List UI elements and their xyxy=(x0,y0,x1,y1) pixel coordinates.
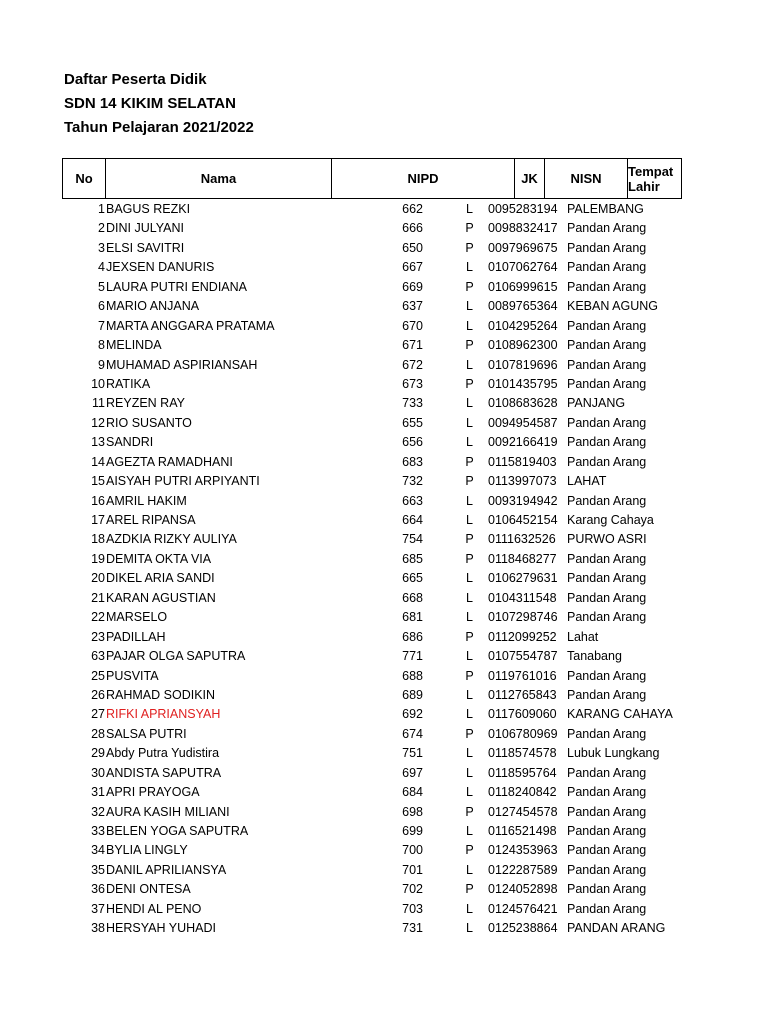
cell-nipd: 668 xyxy=(402,590,423,605)
cell-nisn: 0118468277 xyxy=(488,551,557,566)
cell-nipd: 684 xyxy=(402,785,423,800)
cell-tempat-lahir: Pandan Arang xyxy=(567,882,647,897)
cell-nama: BELEN YOGA SAPUTRA xyxy=(106,824,249,838)
cell-nama: Abdy Putra Yudistira xyxy=(106,746,220,761)
cell-jk: L xyxy=(466,746,473,761)
cell-nisn: 0125238864 xyxy=(488,921,558,936)
table-header xyxy=(62,158,682,199)
cell-jk: L xyxy=(466,901,473,916)
cell-nipd: 699 xyxy=(402,824,423,838)
cell-jk: P xyxy=(465,338,474,353)
cell-tempat-lahir: PANDAN ARANG xyxy=(567,921,666,936)
cell-jk: L xyxy=(466,357,473,372)
cell-tempat-lahir: PURWO ASRI xyxy=(567,532,647,547)
cell-tempat-lahir: Pandan Arang xyxy=(567,376,647,391)
column-header-nisn: NISN xyxy=(545,159,628,198)
cell-tempat-lahir: Pandan Arang xyxy=(567,610,647,625)
cell-nisn: 0115819403 xyxy=(488,454,557,469)
cell-nipd: 655 xyxy=(402,415,423,430)
cell-nipd: 689 xyxy=(402,687,423,702)
cell-nisn: 0107298746 xyxy=(488,610,558,625)
cell-jk: L xyxy=(466,610,473,625)
cell-nisn: 0106780969 xyxy=(488,726,558,741)
cell-no: 5 xyxy=(98,279,105,294)
table-row xyxy=(62,336,682,355)
cell-tempat-lahir: Pandan Arang xyxy=(567,240,647,255)
cell-tempat-lahir: Pandan Arang xyxy=(567,668,647,683)
table-row xyxy=(62,803,682,822)
table-row xyxy=(62,764,682,783)
cell-nisn: 0112099252 xyxy=(488,629,557,644)
cell-nipd: 700 xyxy=(402,843,423,858)
cell-nipd: 671 xyxy=(402,338,423,353)
cell-jk: P xyxy=(465,882,474,897)
cell-tempat-lahir: LAHAT xyxy=(567,474,607,489)
cell-nisn: 0107062764 xyxy=(488,260,558,275)
cell-tempat-lahir: Pandan Arang xyxy=(567,435,647,450)
cell-nipd: 665 xyxy=(402,571,423,586)
table-row xyxy=(62,511,682,530)
cell-jk: L xyxy=(466,299,473,314)
cell-no: 22 xyxy=(91,610,105,625)
cell-nipd: 751 xyxy=(402,746,423,761)
cell-nisn: 0106279631 xyxy=(488,571,558,586)
cell-tempat-lahir: Pandan Arang xyxy=(567,785,647,800)
table-row xyxy=(62,608,682,627)
cell-tempat-lahir: Lahat xyxy=(567,629,599,644)
table-row xyxy=(62,433,682,452)
cell-no: 2 xyxy=(98,221,105,236)
cell-jk: P xyxy=(465,474,474,489)
cell-jk: L xyxy=(466,765,473,780)
cell-jk: L xyxy=(466,590,473,605)
column-header-jk: JK xyxy=(515,159,545,198)
cell-no: 23 xyxy=(91,629,105,644)
cell-tempat-lahir: Pandan Arang xyxy=(567,454,647,469)
cell-no: 35 xyxy=(91,862,105,877)
cell-nisn: 0112765843 xyxy=(488,687,557,702)
cell-no: 38 xyxy=(91,921,105,936)
cell-nama: MARIO ANJANA xyxy=(106,299,200,314)
cell-jk: P xyxy=(465,279,474,294)
cell-nisn: 0108683628 xyxy=(488,396,558,411)
cell-jk: P xyxy=(465,726,474,741)
cell-no: 26 xyxy=(91,687,105,702)
table-row xyxy=(62,492,682,511)
cell-no: 1 xyxy=(98,202,105,216)
cell-nipd: 686 xyxy=(402,629,423,644)
cell-nisn: 0106452154 xyxy=(488,513,558,527)
cell-tempat-lahir: PALEMBANG xyxy=(567,202,644,216)
cell-nipd: 692 xyxy=(402,707,423,722)
cell-tempat-lahir: Pandan Arang xyxy=(567,726,647,741)
cell-tempat-lahir: Pandan Arang xyxy=(567,824,647,838)
cell-no: 30 xyxy=(91,765,105,780)
table-row xyxy=(62,414,682,433)
cell-jk: P xyxy=(465,843,474,858)
table-row xyxy=(62,530,682,549)
cell-jk: P xyxy=(465,629,474,644)
cell-tempat-lahir: Pandan Arang xyxy=(567,551,647,566)
cell-tempat-lahir: Pandan Arang xyxy=(567,415,647,430)
cell-nisn: 0089765364 xyxy=(488,299,558,314)
cell-no: 18 xyxy=(91,532,105,547)
cell-nama: AURA KASIH MILIANI xyxy=(106,804,230,819)
cell-nisn: 0116521498 xyxy=(488,824,557,838)
cell-no: 9 xyxy=(98,357,105,372)
table-row xyxy=(62,258,682,277)
cell-nisn: 0093194942 xyxy=(488,493,558,508)
cell-nisn: 0101435795 xyxy=(488,376,558,391)
cell-tempat-lahir: Pandan Arang xyxy=(567,901,647,916)
cell-nisn: 0092166419 xyxy=(488,435,558,450)
cell-nipd: 670 xyxy=(402,318,423,333)
cell-nisn: 0111632526 xyxy=(488,532,556,547)
cell-no: 13 xyxy=(91,435,105,450)
cell-nisn: 0106999615 xyxy=(488,279,558,294)
cell-no: 19 xyxy=(91,551,105,566)
cell-nisn: 0124052898 xyxy=(488,882,558,897)
school-name: SDN 14 KIKIM SELATAN xyxy=(64,95,236,112)
cell-jk: P xyxy=(465,240,474,255)
cell-no: 8 xyxy=(98,338,105,353)
cell-tempat-lahir: Pandan Arang xyxy=(567,571,647,586)
cell-nama: REYZEN RAY xyxy=(106,396,185,411)
cell-no: 25 xyxy=(91,668,105,683)
table-row xyxy=(62,628,682,647)
cell-tempat-lahir: Pandan Arang xyxy=(567,687,647,702)
cell-nipd: 733 xyxy=(402,396,423,411)
cell-nisn: 0122287589 xyxy=(488,862,558,877)
cell-no: 7 xyxy=(98,318,105,333)
cell-nipd: 650 xyxy=(402,240,423,255)
cell-nama: SALSA PUTRI xyxy=(106,726,187,741)
cell-tempat-lahir: Lubuk Lungkang xyxy=(567,746,660,761)
cell-tempat-lahir: Tanabang xyxy=(567,649,622,664)
column-header-nama: Nama xyxy=(106,159,332,198)
cell-nisn: 0095283194 xyxy=(488,202,558,216)
table-row xyxy=(62,589,682,608)
cell-nipd: 673 xyxy=(402,376,423,391)
cell-nipd: 685 xyxy=(402,551,423,566)
cell-tempat-lahir: Pandan Arang xyxy=(567,221,647,236)
cell-nama: MUHAMAD ASPIRIANSAH xyxy=(106,357,258,372)
table-row xyxy=(62,278,682,297)
cell-nama: ELSI SAVITRI xyxy=(106,240,185,255)
cell-nisn: 0124576421 xyxy=(488,901,558,916)
table-row xyxy=(62,725,682,744)
cell-nipd: 664 xyxy=(402,513,423,527)
cell-nipd: 732 xyxy=(402,474,423,489)
cell-nama: HERSYAH YUHADI xyxy=(106,921,216,936)
cell-jk: L xyxy=(466,921,473,936)
document-title: Daftar Peserta Didik xyxy=(64,71,207,88)
table-row xyxy=(62,686,682,705)
cell-jk: P xyxy=(465,376,474,391)
cell-jk: L xyxy=(466,415,473,430)
table-row xyxy=(62,744,682,763)
table-row xyxy=(62,841,682,860)
table-row xyxy=(62,375,682,394)
cell-nama: MELINDA xyxy=(106,338,162,353)
cell-nama: AMRIL HAKIM xyxy=(106,493,187,508)
cell-jk: L xyxy=(466,707,473,722)
cell-jk: L xyxy=(466,513,473,527)
cell-no: 4 xyxy=(98,260,105,275)
column-header-tempat-lahir: Tempat Lahir xyxy=(628,163,674,194)
table-row xyxy=(62,880,682,899)
cell-nama: BYLIA LINGLY xyxy=(106,843,188,858)
cell-nama: APRI PRAYOGA xyxy=(106,785,200,800)
cell-no: 3 xyxy=(98,240,105,255)
cell-nisn: 0127454578 xyxy=(488,804,558,819)
cell-nama: PADILLAH xyxy=(106,629,166,644)
cell-tempat-lahir: Pandan Arang xyxy=(567,357,647,372)
cell-nisn: 0118595764 xyxy=(488,765,557,780)
cell-no: 32 xyxy=(91,804,105,819)
cell-nama: BAGUS REZKI xyxy=(106,202,191,216)
cell-nipd: 672 xyxy=(402,357,423,372)
cell-nama: MARTA ANGGARA PRATAMA xyxy=(106,318,275,333)
cell-nipd: 666 xyxy=(402,221,423,236)
cell-nama: AGEZTA RAMADHANI xyxy=(106,454,233,469)
cell-nipd: 637 xyxy=(402,299,423,314)
cell-nisn: 0124353963 xyxy=(488,843,558,858)
cell-nama: DANIL APRILIANSYA xyxy=(106,862,227,877)
cell-nipd: 683 xyxy=(402,454,423,469)
cell-tempat-lahir: Pandan Arang xyxy=(567,765,647,780)
cell-nama: AISYAH PUTRI ARPIYANTI xyxy=(106,474,260,489)
cell-nama: JEXSEN DANURIS xyxy=(106,260,215,275)
cell-no: 21 xyxy=(91,590,105,605)
cell-tempat-lahir: Pandan Arang xyxy=(567,318,647,333)
table-row xyxy=(62,239,682,258)
cell-no: 37 xyxy=(91,901,105,916)
cell-nama: HENDI AL PENO xyxy=(106,901,202,916)
cell-jk: L xyxy=(466,318,473,333)
cell-nisn: 0113997073 xyxy=(488,474,557,489)
cell-nama: PAJAR OLGA SAPUTRA xyxy=(106,649,246,664)
table-row xyxy=(62,219,682,238)
table-row xyxy=(62,919,682,938)
cell-nipd: 702 xyxy=(402,882,423,897)
cell-nipd: 667 xyxy=(402,260,423,275)
cell-nama: PUSVITA xyxy=(106,668,159,683)
cell-nama: AREL RIPANSA xyxy=(106,513,196,527)
cell-tempat-lahir: KEBAN AGUNG xyxy=(567,299,658,314)
cell-no: 27 xyxy=(91,707,105,722)
cell-nisn: 0117609060 xyxy=(488,707,557,722)
cell-jk: L xyxy=(466,785,473,800)
cell-tempat-lahir: KARANG CAHAYA xyxy=(567,707,673,722)
cell-jk: L xyxy=(466,862,473,877)
cell-no: 20 xyxy=(91,571,105,586)
cell-nipd: 701 xyxy=(402,862,423,877)
cell-nama: ANDISTA SAPUTRA xyxy=(106,765,222,780)
cell-no: 28 xyxy=(91,726,105,741)
cell-no: 6 xyxy=(98,299,105,314)
cell-no: 17 xyxy=(91,513,105,527)
cell-nisn: 0097969675 xyxy=(488,240,558,255)
table-row xyxy=(62,667,682,686)
cell-jk: L xyxy=(466,687,473,702)
cell-nipd: 754 xyxy=(402,532,423,547)
cell-jk: L xyxy=(466,396,473,411)
table-row xyxy=(62,783,682,802)
cell-tempat-lahir: Pandan Arang xyxy=(567,843,647,858)
cell-nisn: 0094954587 xyxy=(488,415,558,430)
cell-nipd: 731 xyxy=(402,921,423,936)
cell-nama: SANDRI xyxy=(106,435,154,450)
cell-no: 29 xyxy=(91,746,105,761)
cell-nisn: 0107554787 xyxy=(488,649,558,664)
cell-nisn: 0118574578 xyxy=(488,746,557,761)
cell-nama: AZDKIA RIZKY AULIYA xyxy=(106,532,237,547)
table-row xyxy=(62,900,682,919)
cell-nipd: 662 xyxy=(402,202,423,216)
cell-nipd: 663 xyxy=(402,493,423,508)
table-row xyxy=(62,647,682,666)
cell-nama: DENI ONTESA xyxy=(106,882,191,897)
cell-nama: KARAN AGUSTIAN xyxy=(106,590,216,605)
cell-jk: P xyxy=(465,221,474,236)
cell-nama: DIKEL ARIA SANDI xyxy=(106,571,215,586)
table-row xyxy=(62,550,682,569)
cell-nipd: 697 xyxy=(402,765,423,780)
table-row xyxy=(62,356,682,375)
cell-no: 12 xyxy=(91,415,105,430)
cell-nisn: 0104311548 xyxy=(488,590,557,605)
table-row xyxy=(62,200,682,219)
cell-jk: L xyxy=(466,649,473,664)
cell-jk: L xyxy=(466,824,473,838)
table-row xyxy=(62,822,682,841)
cell-jk: P xyxy=(465,532,474,547)
column-header-nipd: NIPD xyxy=(332,159,515,198)
cell-no: 11 xyxy=(92,396,105,411)
cell-tempat-lahir: Pandan Arang xyxy=(567,493,647,508)
cell-nipd: 674 xyxy=(402,726,423,741)
cell-tempat-lahir: Karang Cahaya xyxy=(567,513,654,527)
cell-nipd: 688 xyxy=(402,668,423,683)
cell-no: 36 xyxy=(91,882,105,897)
cell-nisn: 0107819696 xyxy=(488,357,558,372)
column-header-no: No xyxy=(63,159,106,198)
table-row xyxy=(62,317,682,336)
cell-nipd: 698 xyxy=(402,804,423,819)
cell-nisn: 0098832417 xyxy=(488,221,558,236)
cell-no: 33 xyxy=(91,824,105,838)
cell-jk: L xyxy=(466,571,473,586)
cell-jk: P xyxy=(465,551,474,566)
cell-tempat-lahir: Pandan Arang xyxy=(567,338,647,353)
cell-no: 31 xyxy=(91,785,105,800)
cell-nama: DEMITA OKTA VIA xyxy=(106,551,212,566)
cell-no: 63 xyxy=(91,649,105,664)
academic-year: Tahun Pelajaran 2021/2022 xyxy=(64,119,254,136)
cell-jk: L xyxy=(466,202,473,216)
table-row xyxy=(62,472,682,491)
cell-no: 16 xyxy=(91,493,105,508)
cell-nisn: 0108962300 xyxy=(488,338,558,353)
cell-no: 14 xyxy=(91,454,105,469)
cell-no: 15 xyxy=(91,474,105,489)
cell-tempat-lahir: Pandan Arang xyxy=(567,260,647,275)
cell-nama: DINI JULYANI xyxy=(106,221,185,236)
table-row xyxy=(62,861,682,880)
cell-tempat-lahir: Pandan Arang xyxy=(567,804,647,819)
table-row xyxy=(62,394,682,413)
cell-jk: L xyxy=(466,493,473,508)
cell-jk: P xyxy=(465,804,474,819)
cell-nama: LAURA PUTRI ENDIANA xyxy=(106,279,248,294)
cell-no: 10 xyxy=(91,376,105,391)
cell-jk: P xyxy=(465,668,474,683)
cell-tempat-lahir: Pandan Arang xyxy=(567,279,647,294)
table-row xyxy=(62,705,682,724)
cell-nipd: 771 xyxy=(402,649,423,664)
cell-nisn: 0118240842 xyxy=(488,785,557,800)
cell-jk: L xyxy=(466,435,473,450)
cell-nama: RIFKI APRIANSYAH xyxy=(106,707,221,722)
cell-nama: RIO SUSANTO xyxy=(106,415,192,430)
cell-jk: P xyxy=(465,454,474,469)
cell-jk: L xyxy=(466,260,473,275)
student-table-body xyxy=(62,200,682,939)
cell-nisn: 0104295264 xyxy=(488,318,558,333)
cell-tempat-lahir: Pandan Arang xyxy=(567,590,647,605)
table-row xyxy=(62,569,682,588)
cell-no: 34 xyxy=(91,843,105,858)
cell-nama: MARSELO xyxy=(106,610,168,625)
cell-tempat-lahir: Pandan Arang xyxy=(567,862,647,877)
table-row xyxy=(62,297,682,316)
table-row xyxy=(62,453,682,472)
cell-nipd: 681 xyxy=(402,610,423,625)
cell-nisn: 0119761016 xyxy=(488,668,557,683)
cell-nipd: 656 xyxy=(402,435,423,450)
cell-tempat-lahir: PANJANG xyxy=(567,396,626,411)
cell-nipd: 669 xyxy=(402,279,423,294)
cell-nipd: 703 xyxy=(402,901,423,916)
cell-nama: RATIKA xyxy=(106,376,151,391)
cell-nama: RAHMAD SODIKIN xyxy=(106,687,216,702)
